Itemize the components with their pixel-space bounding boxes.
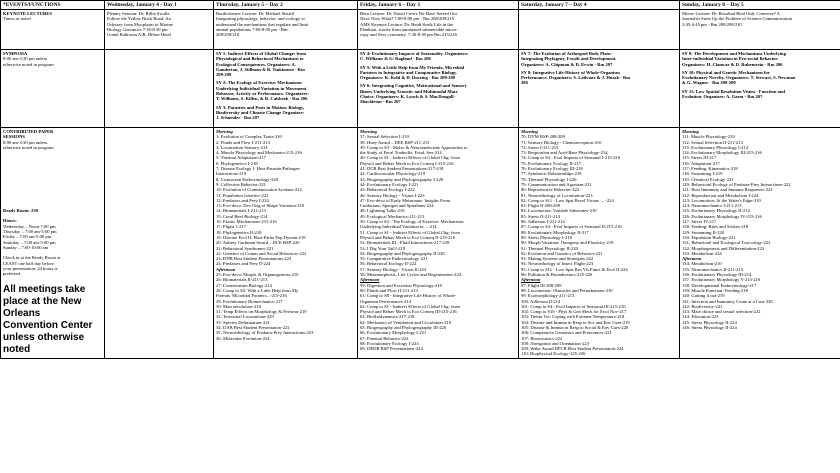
afternoon-heading: Afternoon <box>682 256 702 262</box>
text-line: Evolutionary Novelty. Organizers: T. Stewart, S. Newman <box>682 75 796 81</box>
text-line: 139: Muscle Function: Feeding-218 <box>682 287 748 293</box>
ready-room: Ready Room: 230 <box>3 208 38 214</box>
text-line: 67: Parental Behavior-222 <box>360 335 409 341</box>
text-line: AMS Keynote Lecture: Dr. Heidi Sosik Life in the <box>360 21 454 27</box>
symposia-label-cell <box>1 50 105 128</box>
text-line: 125: Evolutionary Physiology II-214 <box>682 208 750 214</box>
text-line: 2: Fluids and Flow I-211-213 <box>216 139 270 145</box>
text-line: 8:00 am-3:30 pm unless <box>3 56 48 62</box>
keynote-thu <box>214 10 358 50</box>
text-line: 32: Terrestrial Locomotion-220 <box>216 314 274 320</box>
symposium-entry <box>216 80 355 101</box>
text-line: 23: DNB Best Student Presentations-223 <box>216 256 292 262</box>
keynote-wed <box>105 10 214 50</box>
text-line: 31: Temp Effects on Morphology & Perform-219 <box>216 309 307 315</box>
text-line: 45: Behavioral Ecology I-222 <box>360 187 415 193</box>
text-line: SY 9: The Development and Mechanisms Underlying <box>682 51 786 56</box>
text-line: 140: Gutting it out-219 <box>682 293 725 299</box>
keynote-fri <box>358 10 519 50</box>
text-line: 62: Comp to S1 - Indirect Effects of Global Chg: from <box>360 303 460 309</box>
text-line: SY 7: The Evolution of Arthropod Body Plans - <box>521 51 614 56</box>
text-line: 17: Flight 1-217 <box>216 224 246 230</box>
text-line: 208-209 <box>216 72 232 78</box>
text-line: Bern Lecture: Dr. David Crews We Have Seized Our <box>360 11 458 16</box>
text-line: 25: Evo-devo: Morph. & Organogenesis-210 <box>216 272 299 278</box>
header-day-1: Wednesday, January 4 - Day 1 <box>105 1 214 10</box>
contributed-label-cell <box>1 128 105 359</box>
text-line: SY 1: Indirect Effects of Global Change: from <box>216 51 307 56</box>
text-line: 66: Evolutionary Morphology I-221 <box>360 330 427 336</box>
ready-room-note <box>3 255 102 276</box>
text-line: 72: Stress I-211-213 <box>521 144 559 150</box>
text-line: 108: Navigation and Orientation-223 <box>521 340 589 346</box>
text-line: 122: Reproduction and Metabolism I-224 <box>682 192 759 198</box>
text-line: 132: Morphogenesis and Differentiation-223 <box>682 245 765 251</box>
header-row <box>1 1 840 10</box>
text-line: 113: Evolutionary Physiology I-214 <box>682 144 749 150</box>
symposia-label: SYMPOSIA <box>3 51 28 56</box>
text-line: 41: DCB Best Student Presentations-217-218 <box>360 166 444 172</box>
text-line: 110: Biophysical Ecology-225-226 <box>521 351 586 357</box>
contributed-fri <box>358 128 519 359</box>
text-line: Physiol and Behav Mech to Eco Conseq II-215-216 <box>360 234 456 240</box>
text-line: Biology Genomics 7:30-8:30 pm - <box>107 26 171 32</box>
text-line: Plankton, stories from automated submersible micro- <box>360 26 458 32</box>
text-line: SY 6: Integrating Cognitive, Motivational and Sensory <box>360 83 467 89</box>
text-line: 119: Chemical Ecology-221 <box>682 176 734 182</box>
text-line: 100: Adhesion II-214 <box>521 298 561 304</box>
text-line: unless otherwise <box>3 332 85 344</box>
symposia-row <box>1 50 840 128</box>
text-line: 8: Crustacean Endocrinology-220 <box>216 176 278 182</box>
text-line: 136: Evolutionary Physiology III-214 <box>682 272 752 278</box>
symposium-entry <box>682 70 838 86</box>
text-line: SY 11: Low Spatial Resolution Vision - Function and <box>682 88 785 94</box>
text-line: 135: Neuromechanics II-211-213 <box>682 266 744 272</box>
text-line: 22: Genetics of Comm and Social Behaviors-222 <box>216 250 307 256</box>
text-line: Performance. Organizers: S. Lailvaux & J. Husak - Rm <box>521 75 631 81</box>
text-line: Follow the Yellow Brick Road: An <box>107 16 171 22</box>
text-line: 85: Stress II-211-214 <box>521 213 560 219</box>
text-line: 92: Evolution and Genetics of Behavior-221 <box>521 250 603 256</box>
text-line: 61: Comp to S8 - Integrative Life History of Whole- <box>360 293 457 299</box>
text-line: 9: Collective Behavior-221 <box>216 181 266 187</box>
symposium-entry <box>521 70 677 86</box>
text-line: J. Schneider - Rm 207 <box>216 115 260 121</box>
text-line: Cnidarians, Sponges and Spiralians-224 <box>360 203 434 209</box>
text-line: Saturday – 7:00 am-5:00 pm <box>3 239 56 245</box>
text-line: Next. Now What? 7:00-8:00 pm - Rm 208/209/210 <box>360 16 455 22</box>
text-line: Friday – 7:00 am-5:00 pm <box>3 234 52 240</box>
hours-list <box>3 224 102 250</box>
morning-heading: Morning <box>521 129 538 134</box>
text-line: Friends: Microbial Partners...-215-216 <box>216 293 287 299</box>
text-line: 47: Evo-devo of Early Metazoans: Insights From <box>360 197 451 203</box>
text-line: 77: Symbiotic Relationships-218 <box>521 171 582 177</box>
text-line: Journalist Sizes Up the Problem of Science Communication <box>682 16 793 22</box>
afternoon-heading: Afternoon <box>216 266 236 272</box>
text-line: 112: Sexual Selection II-211-213 <box>682 139 743 145</box>
text-line: Convention Center <box>3 320 93 332</box>
text-line: animal populations 7:00-8:00 pm - Rm <box>216 26 288 32</box>
text-line: place at the New <box>3 296 82 308</box>
text-line: Physiol and Behav Mech to Eco Conseq I-215-216 <box>360 160 454 166</box>
text-line: 21: Behavioral Syndromes-221 <box>216 245 274 251</box>
text-line: 18: Phylogenetics II-218 <box>216 229 262 235</box>
text-line: Ecological Consequences. Organizers: A. <box>216 61 296 67</box>
text-line: 206 <box>521 80 528 86</box>
text-line: Integrating physiology, behavior, and ecology to <box>216 16 305 22</box>
text-line: SESSIONS <box>3 134 25 140</box>
text-line: 104: Disease and Immun in Resp to Soc and Env Cues-219 <box>521 319 630 325</box>
header-day-5: Sunday, January 8 – Day 5 <box>680 1 840 10</box>
text-line: 111: Muscle Physiology-210 <box>682 134 735 140</box>
text-line: 126: Evolutionary Morphology IV-215-216 <box>682 213 762 219</box>
text-line: 138: Developmental Endocrinology-217 <box>682 282 757 288</box>
text-line: 82: Comp to S11 - Low Spat Resol Vision: ... -224 <box>521 197 614 203</box>
text-line: Ganderton, J. Stillman & B. Tsukimura - Rm <box>216 66 305 72</box>
text-line: 97: Flight III-208-209 <box>521 282 562 288</box>
text-line: Check in at the Ready Room at <box>3 255 61 261</box>
text-line: 63: Biofluidynamics-217-218 <box>360 314 415 320</box>
text-line: 83: Flight II-208-209 <box>521 203 561 209</box>
text-line: 81: Neuroethology of Locomotion-223 <box>521 192 593 198</box>
text-line: SY 5: With a Little Help from My Friends: Microbial <box>360 64 465 70</box>
text-line: 134: Metabolism-210 <box>682 261 722 267</box>
text-line: 26: Biomaterials II-211-213 <box>216 277 268 283</box>
text-line: 102: Comp to S10 - Phys & Gen Mech for Evol Nov-217 <box>521 309 627 315</box>
contributed-thu <box>214 128 358 359</box>
text-line: 89: Stress Physiology I-218 <box>521 234 572 240</box>
symposium-entry <box>360 65 516 81</box>
text-line: 143: Mate choice and sexual selection-222 <box>682 309 761 315</box>
text-line: 123: Locomotion: At the Water's Edge-210 <box>682 197 761 203</box>
text-line: 40: Comp to S1 - Indirect Effects of Global Chg: from <box>360 155 460 161</box>
text-line: 137: Evolutionary Morphology V-215-216 <box>682 277 761 283</box>
text-line: 59: Digestion and Excretion Physiology-210 <box>360 282 442 288</box>
symposia-sub <box>3 56 102 67</box>
text-line: 7: Disease Ecology I: Host-Parasite/Pathogen <box>216 166 300 172</box>
text-line: 8:00 am-3:30 pm unless <box>3 139 48 145</box>
text-line: 84: Locomotion: Variable Substrates-210 <box>521 208 597 214</box>
text-line: 10: Evolution of Communication Systems-222 <box>216 187 302 193</box>
text-line: 208/209/210 <box>216 32 240 38</box>
text-line: Inter-individual Variation in Pro-social Behavior. <box>682 56 779 62</box>
text-line: Physiol and Behav Mech to Eco Conseq III-215-216 <box>360 309 457 315</box>
text-line: preferred. <box>3 271 21 277</box>
text-line: 3: Locomotion Sensory-214 <box>216 144 268 150</box>
text-line: 52: Biomaterials III - Fluid Interactions-217-218 <box>360 240 450 246</box>
text-line: Sunday – 7:00-10:00 am <box>3 244 49 250</box>
text-line: 86: Adhesion I-211-214 <box>521 219 565 225</box>
text-line: 96: Pollution & Bioindicators-225-226 <box>521 272 593 278</box>
text-line: 42: Cardiovascular Physiology-219 <box>360 171 426 177</box>
text-line: 57: Sensory Biology - Vision II-223 <box>360 266 427 272</box>
text-line: 49: Ecological Mechanics-211-213 <box>360 213 425 219</box>
text-line: Underlying Individual Variation in ...-214 <box>360 224 437 230</box>
text-line: SY 10: Physical and Genetic Mechanisms for <box>682 69 770 75</box>
text-line: 91: Thermal Physiology II-220 <box>521 245 578 251</box>
text-line: 99: Ecomorphology-211-213 <box>521 293 575 299</box>
text-line: 56: Behavioral Ecology II-222 <box>360 261 417 267</box>
keynote-label: KEYNOTE LECTURES <box>3 11 52 16</box>
text-line: 133: Metabolism-224 <box>682 250 722 256</box>
text-line: 35: Neuroethology of Predator-Prey Interactions-223 <box>216 330 314 336</box>
text-line: Organizers: K. Kohl & D. Dearing - Rm 208-209 <box>360 75 456 81</box>
text-line: Organizers: A. Chipman & D. Erwin - Rm 207 <box>521 61 613 67</box>
text-line: Bartholomew Lecture: Dr. Michael Sheriff <box>216 11 295 16</box>
text-line: Organism Performance-214 <box>360 298 412 304</box>
afternoon-heading: Afternoon <box>521 277 541 283</box>
text-line: SY 2: The Ecology of Exercise: Mechanisms <box>216 80 302 86</box>
morning-heading: Morning <box>360 129 377 134</box>
text-line: understand the mechanisms that regulate and limit <box>216 21 309 27</box>
text-line: 3:45-4:45 pm - Rm 208/209/210 <box>682 21 742 27</box>
text-line: 105: Disease & Immun in Resp to Social & Env Cues-220 <box>521 324 629 330</box>
text-line: 33: Species Delimitation-221 <box>216 319 270 325</box>
text-line: 13: Evo-devo: Dev Orig of Shape Variation-210 <box>216 203 305 209</box>
hours-label: Hours: <box>3 218 17 224</box>
text-line: Choice. Organizers: K. Lynch & S. MacDougall- <box>360 94 456 100</box>
text-line: C. Williams & G/ Ragland - Rm 206 <box>360 56 431 62</box>
text-line: 120: Behavioral Ecology of Predator-Prey Interactions-222 <box>682 181 791 187</box>
symposium-entry <box>360 51 516 62</box>
text-line: 131: Behavioral and Ecological Toxicology-222 <box>682 240 771 246</box>
text-line: 107: Bioacoustics-222 <box>521 335 563 341</box>
contributed-sat <box>519 128 680 359</box>
text-line: 80: Reproductive Behavior-222 <box>521 187 580 193</box>
text-line: 12: Predators and Prey I-224 <box>216 197 269 203</box>
text-line: 43: Biogeography and Phylogeography I-220 <box>360 176 444 182</box>
text-line: 30: Macroevolution-218 <box>216 303 261 309</box>
text-line: Odyssey from Myoplasm to Marine <box>107 21 173 27</box>
contributed-sub <box>3 140 102 151</box>
text-line: 4: Muscle Physiology and Mechanics-215-216 <box>216 150 302 156</box>
text-line: LEAST one half day before <box>3 260 54 266</box>
symposium-entry <box>216 105 355 121</box>
text-line: 70: DVM BSP-208-209 <box>521 134 565 140</box>
text-line: the Study of Fecal Tradeoffs: Food, Sex-214 <box>360 150 442 156</box>
text-line: 53: I Dig Your Tail?-219 <box>360 245 406 251</box>
text-line: 64: Mechanics of Ventilation and Circulation-219 <box>360 319 452 325</box>
contributed-wed <box>105 128 214 359</box>
text-line: CONTRIBUTED PAPER <box>3 129 54 134</box>
text-line: 115: Stress III-217 <box>682 155 717 161</box>
text-line: 129: Swimming II-220 <box>682 229 725 235</box>
text-line: 11: Population Genetics-223 <box>216 192 269 198</box>
text-line: 51: Comp to S1 - Indirect Effects of Global Chg: from <box>360 229 460 235</box>
text-line: 69: DEDB BSP Presentations-224 <box>360 346 423 352</box>
text-line: Integrating Phylogeny, Fossils and Development. <box>521 56 617 62</box>
symposia-sat <box>519 50 680 128</box>
text-line: Plenary Session: Dr. Billie Swalla <box>107 11 170 16</box>
contributed-row <box>1 128 840 359</box>
keynote-sun <box>680 10 840 50</box>
text-line: 14: Biomaterials I-211-213 <box>216 208 266 214</box>
symposium-entry <box>360 83 516 104</box>
text-line: 145: Stress Physiology II-224 <box>682 319 737 325</box>
text-line: 73: Respiration and Acid-Base Physiology-214 <box>521 150 608 156</box>
symposium-entry <box>682 51 838 67</box>
text-line: 114: Evolutionary Morphology III-215-216 <box>682 150 762 156</box>
text-line: 54: Biogeography and Phylogeography II-220 <box>360 250 445 256</box>
text-line: 109: Wake Award DPCB Best Student Presentation-224 <box>521 346 624 352</box>
text-line: 37: Sexual Selection I-210 <box>360 134 409 140</box>
text-line: 55: Comparative Endocrinology-221 <box>360 256 428 262</box>
text-line: 1: Evolution of Complex Traits-210 <box>216 134 282 140</box>
symposium-entry <box>682 89 838 100</box>
text-line: 5: Thermal Adaptation-217 <box>216 155 266 161</box>
text-line: 68: Evolutionary Ecology I-223 <box>360 340 419 346</box>
text-line: 71: Sensory Biology - Chemoreception-210 <box>521 139 602 145</box>
text-line: 88: Evolutionary Morphology II-217 <box>521 229 589 235</box>
text-line: 36: Molecular Evolution-224 <box>216 335 270 341</box>
symposium-entry <box>216 51 355 77</box>
text-line: 101: Comp to S4 - Evol Impacts of Seasonal III-215-216 <box>521 303 626 309</box>
meetings-note <box>3 284 102 356</box>
text-line: 74: Comp to S4 - Evol Impacts of Seasonal I-215-216 <box>521 155 621 161</box>
text-line: & G. Wagner - Rm 208-209 <box>682 80 736 86</box>
text-line: 19: Disease Ecol II: Host-Patho Pop Dynam-219 <box>216 234 306 240</box>
morning-heading: Morning <box>216 129 233 134</box>
text-line: 117: Feeding: Kinematics-218 <box>682 166 738 172</box>
text-line: 95: Comp to S11 - Low Spat Res Vis Funct & Evol II-224 <box>521 266 628 272</box>
text-line: Behavior, Activity or Performance. Organizers: <box>216 91 309 97</box>
text-line: 142: Biodiversity-221 <box>682 303 723 309</box>
keynote-label-cell <box>1 10 105 50</box>
text-line: noted <box>3 344 31 356</box>
text-line: SY 8: Integrative Life-History of Whole-Organism <box>521 69 620 75</box>
contributed-sun <box>680 128 840 359</box>
text-line: Interactions-219 <box>216 171 247 177</box>
text-line: your presentation, 24 hours is <box>3 265 58 271</box>
text-line: 16: Elastic Mechanisms-215-216 <box>216 219 277 225</box>
afternoon-heading: Afternoon <box>360 277 380 283</box>
text-line: 44: Evolutionary Ecology I-221 <box>360 181 419 187</box>
symposia-wed <box>105 50 214 128</box>
text-line: 128: Feeding: Bites and Strikes-218 <box>682 224 749 230</box>
text-line: 87: Comp to S4 - Evol Impacts of Seasonal II-215-216 <box>521 224 622 230</box>
contributed-label <box>3 129 102 140</box>
text-line: 75: Evolutionary Ecology II-217 <box>521 160 582 166</box>
text-line: 46: Sensory Biology - Vision I-223 <box>360 192 425 198</box>
text-line: 15: Coral Reef Biology-214 <box>216 213 268 219</box>
text-line: 58: Metamorphosis, Life Cycles and Regeneration-224 <box>360 272 462 278</box>
text-line: 93: Mating Systems and Strategies-222 <box>521 256 594 262</box>
keynote-row <box>1 10 840 50</box>
text-line: Thursday – 7:00 am-5:00 pm <box>3 229 57 235</box>
text-line: Moore Lecture: Dr. Rosalind Reid Only Converse? A <box>682 11 780 16</box>
text-line: 65: Biogeography and Phylogeography III-220 <box>360 324 447 330</box>
header-day-2: Thursday, January 5 – Day 2 <box>214 1 358 10</box>
text-line: 60: Fluids and Flow II-211-213 <box>360 287 418 293</box>
text-line: 79: Communication and Agonism-221 <box>521 181 592 187</box>
text-line: 141: Infection and Immunity Come at a Cost-220 <box>682 298 773 304</box>
symposia-sun <box>680 50 840 128</box>
text-line: 27: Conservation Biology-214 <box>216 282 272 288</box>
text-line: 146: Stress Physiology II-224 <box>682 324 737 330</box>
text-line: 28: Comp to S5: With a Little Help from My <box>216 287 299 293</box>
text-line: 76: Evolutionary Ecology III-218 <box>521 166 583 172</box>
text-line: Partners in Integrative and Comparative Biology. <box>360 69 458 75</box>
text-line: Shackleton - Rm 207 <box>360 99 401 105</box>
text-line: 116: Adaptation-217 <box>682 160 720 166</box>
text-line: 124: Neuromechanics I-211-213 <box>682 203 742 209</box>
text-line: Evolution. Organizer: A. Garm - Rm 207 <box>682 94 763 100</box>
text-line: 6: Phylogenetics I-218 <box>216 160 258 166</box>
text-line: otherwise noted in program <box>3 144 54 150</box>
text-line: Orleans <box>3 308 41 320</box>
text-line: Biases Underlying Acoustic and Multimodal Mate <box>360 88 458 94</box>
text-line: Grand Ballroom A/B, Hilton Hotel <box>107 32 171 38</box>
text-line: 103: Therm Tol: Coping with Extreme Temperature-218 <box>521 314 625 320</box>
header-events: *EVENTS/FUNCTIONS <box>1 1 105 10</box>
text-line: Biodiversity and Climate Change Organizer: <box>216 109 305 115</box>
text-line: Organizers: H. Clamcar & D. Rubenstein - Rm 206 <box>682 61 783 67</box>
morning-heading: Morning <box>682 129 699 134</box>
text-line: 94: Neuroethology of Insect Flight-223 <box>521 261 594 267</box>
text-line: SY 3: Parasites and Pests in Motion: Biology, <box>216 104 305 110</box>
text-line: 24: Predators and Prey II-224 <box>216 261 271 267</box>
keynote-sat <box>519 10 680 50</box>
header-day-3: Friday, January 6 – Day 3 <box>358 1 519 10</box>
text-line: Physiological and Behavioral Mechanisms to <box>216 56 304 62</box>
text-line: otherwise noted in program <box>3 61 54 67</box>
text-line: All meetings take <box>3 284 86 296</box>
text-line: 50: Comp to S2 - The Ecology of Exercise: Mechanisms <box>360 219 464 225</box>
text-line: 130: Population Biology-221 <box>682 234 736 240</box>
symposia-thu <box>214 50 358 128</box>
text-line: 121: Host Immunity and Immune Responses-223 <box>682 187 773 193</box>
text-line: 90: Morph Variation: Ontogeny and Plasticity-219 <box>521 240 614 246</box>
text-line: 29: Evolutionary Biomechanics-217 <box>216 298 283 304</box>
text-line: copy and flow cytometry. 7:30-8:30 pm Rm 215/216 <box>360 32 457 38</box>
header-day-4: Saturday, January 7 – Day 4 <box>519 1 680 10</box>
text-line: Underlying Individual Variation in Movement <box>216 85 307 91</box>
text-line: 106: Comparative Genomics and Proteomics-221 <box>521 330 612 336</box>
text-line: 127: Stress IV-217 <box>682 219 717 225</box>
text-line: 38: Huey Award – DEE BSP-211-213 <box>360 139 430 145</box>
text-line: 48: Lightning Talks-210 <box>360 208 405 214</box>
text-line: 20: Aubrey Gorbman Award – DCE BSP-220 <box>216 240 300 246</box>
text-line: 98: Locomotion: Obstacles and Perturbations-210 <box>521 287 613 293</box>
symposia-fri <box>358 50 519 128</box>
text-line: 78: Thermal Physiology I-220 <box>521 176 577 182</box>
text-line: SY 4: Evolutionary Impacts of Seasonality. Organizers: <box>360 51 469 56</box>
text-line: 39: Comp to S3 - Molec & Neuroendocrine Approaches to <box>360 144 468 150</box>
text-line: 118: Swimming I-219 <box>682 171 723 177</box>
text-line: T. Williams, S. Killen, & R. Calsbeek - Rm 206 <box>216 96 308 102</box>
text-line: 144: Education-223 <box>682 314 719 320</box>
text-line: 34: DAB Best Student Presentation-222 <box>216 324 290 330</box>
text-line: Wednesday – Noon-7:00 pm <box>3 223 56 229</box>
keynote-sub: Times as noted <box>3 16 31 22</box>
symposium-entry <box>521 51 677 67</box>
